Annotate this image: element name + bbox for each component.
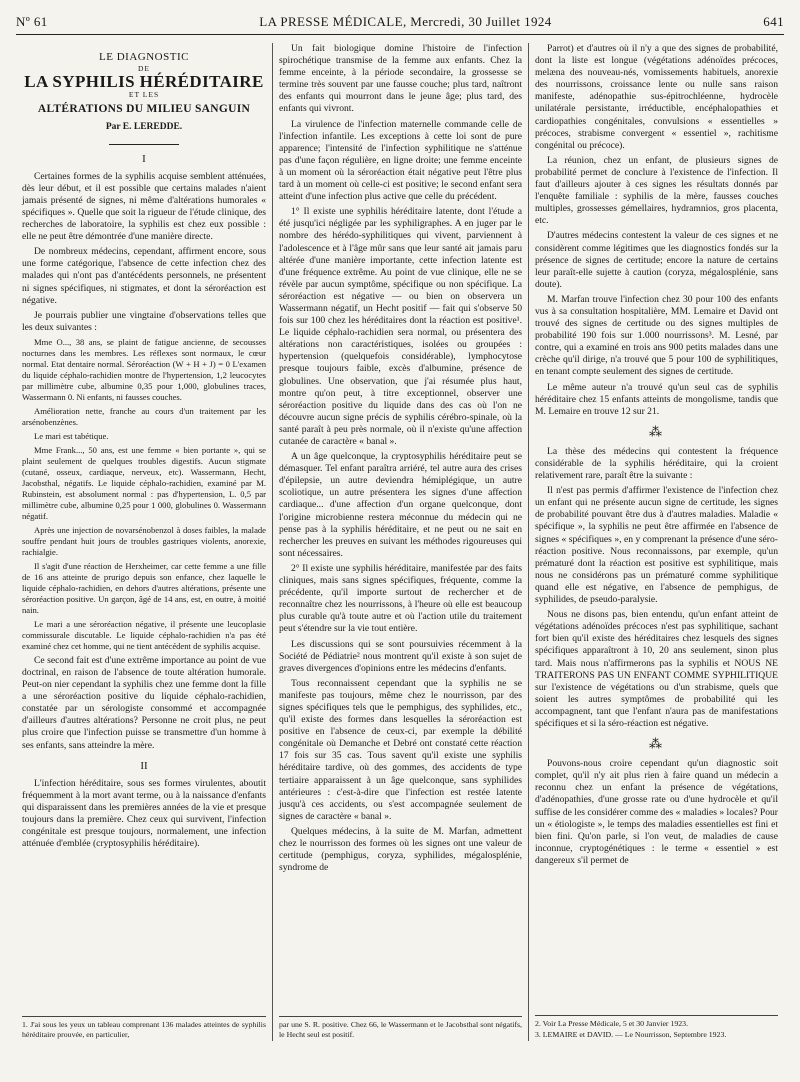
paragraph: La virulence de l'infection maternelle commande celle de l'infection infantile. Les exceptions à cette loi sont de pure apparence; l'intensité de l'infection syphilitique ne s'atténue pas d'une façon régulière, en ligne droite; une femme enceinte à un moment où la séroréaction était négative peut l'être plus tard à un moment où celle-ci est positive; le second enfant sera atteint d'une infection plus active que celle du précédent.	[279, 118, 522, 203]
paragraph: La réunion, chez un enfant, de plusieurs signes de probabilité permet de conclure à l'existence de l'infection. Il faut d'ailleurs ajouter à ces signes les résultats donnés par l'enquête familiale : syphilis de la mère, fausses couches multiples, grossesses gémellaires, hydramnios, gros placenta, etc.	[535, 154, 778, 227]
article-title: LA SYPHILIS HÉRÉDITAIRE	[24, 72, 264, 92]
paragraph: Parrot) et d'autres où il n'y a que des signes de probabilité, dont la liste est longue (végétations adénoïdes précoces, melæna des nouveau-nés, vomissements habituels, anorexie des nourrissons, croissance lente ou nulle sans raison manifeste, adénopathie sus-épitrochléenne, hydrocèle unilatérale persistante, irréductible, encéphalopathies et cardiopathies congénitales, convulsions « essentielles » précoces, strabisme convergent « essentiel », rachitisme congénital ou précoce).	[535, 43, 778, 151]
paragraph: Ce second fait est d'une extrême importance au point de vue doctrinal, en raison de l'absence de toute altération humorale. Peut-on nier cependant la syphilis chez une femme dont la fille a une séroréaction positive du liquide céphalo-rachidien, constatée par un sérologiste consommé et accompagnée d'ailleurs d'autres altérations? Personne ne croit plus, ne peut plus croire que l'infection puisse se transmettre d'un homme à ses enfants, sans atteindre la mère.	[22, 654, 266, 751]
section-stars: ⁂	[649, 736, 664, 752]
case-report: Le mari a une séroréaction négative, il présente une leucoplasie commissurale discutable. Le liquide céphalo-rachidien n'a pas été examiné chez cet homme, qui ne tient antécédent de syphilis acquise.	[22, 618, 266, 651]
footnotes	[279, 1016, 522, 1041]
title-rule	[109, 144, 179, 145]
paragraph: 1° Il existe une syphilis héréditaire latente, dont l'étude a été jusqu'ici négligée par les syphiligraphes. A en juger par le nombre des hérédo-syphilitiques qui vivent, parviennent à l'adolescence et à l'âge mûr sans que leur santé ait jamais paru altérée d'une manière importante, cette infection latente est d'une fréquence extrême. Au point de vue clinique, elle ne se révèle par aucun symptôme, spécifique ou non spécifique. La séroréaction est négative — ou bien on observera un Wassermann négatif, un Hecht positif — fait qui s'observe 50 fois sur 100 chez les héréditaires dont la réaction est positive¹. Le liquide céphalo-rachidien sera normal, ou présentera des altérations non caractéristiques, isolées ou groupées : hypertension (quelquefois considérable), lymphocytose presque toujours faible, excès d'albumine, présence de globulines. Une observation, que j'ai résumée plus haut, montre qu'on peut, à titre exceptionnel, observer une séroréaction positive du liquide dans des cas où l'on ne découvre aucun signe précis de syphilis cérébro-spinale, où la santé paraît à peu près normale, où il n'existe qu'une affection cutanée de caractère « banal ».	[279, 206, 522, 447]
paragraph: Pouvons-nous croire cependant qu'un diagnostic soit complet, qu'il n'y ait plus rien à faire quand un médecin a reconnu chez un enfant la présence de végétations, d'adénopathies, d'une grosse rate ou d'une hydrocèle et qu'il suffise de les considérer comme des « maladies » locales? Pour un « étiologiste », le temps des maladies essentielles est fini et bien fini. Qu'on parle, si l'on veut, de maladies de cause inconnue, cryptogénétiques : le terme « essentiel » est dangereux s'il permet de	[535, 758, 778, 866]
paragraph: L'infection héréditaire, sous ses formes virulentes, aboutit fréquemment à la mort avant terme, ou à la naissance d'enfants qui disparaissent dans les premières années de la vie et presque toujours dans la première. Chez ceux qui survivent, l'infection congénitale est presque toujours, normalement, une infection atténuée d'emblée (cryptosyphilis héréditaire).	[22, 777, 266, 850]
article-et-les: ET LES	[128, 90, 160, 100]
footnotes	[22, 1016, 266, 1041]
paragraph: Nous ne disons pas, bien entendu, qu'un enfant atteint de végétations adénoïdes précoces n'est pas syphilitique, sachant fort bien qu'il existe des héréditaires chez lesquels des signes spécifiques apparaîtront à 10, 20 ans seulement, sinon plus tard. Mais nous n'affirmerons pas la syphilis et NOUS NE TRAITERONS PAS UN ENFANT COMME SYPHILITIQUE sur l'existence de végétations ou d'un strabisme, quels que soient les autres symptômes de probabilité qui les accompagnent, tant que l'enfant n'aura pas de manifestations spécifiques et si la séro-réaction est négative.	[535, 609, 778, 729]
paragraph: D'autres médecins contestent la valeur de ces signes et ne considèrent comme légitimes que les diagnostics fondés sur la présence de signes de certitude; encore la nature de certains leur paraît-elle sujette à caution (coryza, mégalosplénie, sans doute).	[535, 230, 778, 290]
case-report: Après une injection de novarsénobenzol à doses faibles, la malade souffre pendant huit jours de troubles gastriques violents, anorexie, rachialgie.	[22, 524, 266, 557]
footnote: 3. LEMAIRE et DAVID. — Le Nourrisson, Septembre 1923.	[535, 1030, 727, 1039]
section-heading-2: II	[140, 759, 148, 772]
journal-title: LA PRESSE MÉDICALE, Mercredi, 30 Juillet 1924	[259, 14, 552, 29]
page-number-right: 641	[763, 14, 784, 29]
footnotes	[535, 1015, 778, 1041]
article-kicker: LE DIAGNOSTIC	[99, 51, 189, 63]
footnote: 1. J'ai sous les yeux un tableau comprenant 136 malades atteintes de syphilis héréditaire prouvée, en particulier,	[22, 1020, 266, 1039]
paragraph: Les discussions qui se sont poursuivies récemment à la Société de Pédiatrie² nous montrent qu'il existe à son sujet de graves divergences d'opinions entre les médecins d'enfants.	[279, 638, 522, 674]
footnote: 2. Voir La Presse Médicale, 5 et 30 Janvier 1923.	[535, 1019, 689, 1028]
paragraph: Quelques médecins, à la suite de M. Marfan, admettent chez le nourrisson des formes où les signes ont une valeur de certitude (pemphigus, coryza, syphilides, mégalosplénie, syndrome de	[279, 825, 522, 874]
paragraph: Je pourrais publier une vingtaine d'observations telles que les deux suivantes :	[22, 309, 266, 333]
column-2	[272, 43, 528, 1041]
case-report: Amélioration nette, franche au cours d'un traitement par les arsénobenzènes.	[22, 405, 266, 427]
article-author: Par E. LEREDDE.	[105, 122, 183, 133]
paragraph: 2° Il existe une syphilis héréditaire, manifestée par des faits cliniques, mais sans signes spécifiques, fréquente, comme la précédente, qu'il importe surtout de rechercher et de reconnaître chez les nourrissons, à l'heure où elle est beaucoup plus curable qu'à toute autre et où l'action utile du traitement peut s'étendre sur la vie tout entière.	[279, 562, 522, 635]
paragraph: La thèse des médecins qui contestent la fréquence considérable de la syphilis héréditaire, qui la croient relativement rare, paraît être la suivante :	[535, 445, 778, 482]
paragraph: Il n'est pas permis d'affirmer l'existence de l'infection chez un enfant qui ne présente aucun signe de certitude, les signes de probabilité pouvant être dus à d'autres maladies. Maladie « spécifique », la syphilis ne peut être affirmée en l'absence de signes « spécifiques », en y comprenant la présence d'une séro-réaction positive. Nous reconnaissons, par exemple, qu'un prématuré dont la réaction est positive est syphilitique, mais nous ne considérons pas un prématuré comme syphilitique quand elle est négative, en l'absence de pemphigus, de syphilides, de pseudo-paralysie.	[535, 485, 778, 606]
paragraph: A un âge quelconque, la cryptosyphilis héréditaire peut se démasquer. Tel enfant paraîtra arriéré, tel autre aura des crises d'épilepsie, un autre deviendra hémiplégique, un autre scoliotique, un autre présentera les signes d'une affection cardiaque... d'une affection d'un organe quelconque, dont l'origine microbienne restera méconnue du médecin qui ne pense pas à la syphilis héréditaire, et ne peut ou ne sait en rechercher les preuves en suivant les méthodes rigoureuses qui sont nécessaires.	[279, 451, 522, 559]
case-report: Il s'agit d'une réaction de Herxheimer, car cette femme a une fille de 16 ans atteinte de prurigo depuis son enfance, chez laquelle le liquide céphalo-rachidien, en dehors d'autres altérations, présente une séroréaction positive. Un garçon, âgé de 14 ans, est, en outre, à moitié nain.	[22, 560, 266, 615]
paragraph: Le même auteur n'a trouvé qu'un seul cas de syphilis héréditaire chez 15 enfants atteints de mongolisme, tandis que M. Lemaire en trouve 12 sur 21.	[535, 381, 778, 417]
case-report: Mme Frank..., 50 ans, est une femme « bien portante », qui se plaint seulement de quelques troubles digestifs. Aucun stigmate (cutané, osseux, cardiaque, nerveux, etc). Wassermann, Hecht, Jacobsthal, négatifs. Le liquide céphalo-rachidien, examiné par M. Rubinstein, est absolument normal : pas d'hypertension, L. 0,5 par millimètre cube, albumine 0,25 pour 1 000, globulines 0. Wassermann négatif.	[22, 444, 266, 521]
paragraph: De nombreux médecins, cependant, affirment encore, sous une forme catégorique, l'absence de cette infection chez des malades qui n'ont pas d'antécédents personnels, ne présentent ni signes spécifiques, ni stigmates, et dont la séroréaction est négative.	[22, 246, 266, 306]
paragraph: M. Marfan trouve l'infection chez 30 pour 100 des enfants vus à sa consultation hospitalière, MM. Lemaire et David ont trouvé des signes de certitude ou des signes multiples de probabilité 190 fois sur 1.000 nourrissons³. M. Lesné, par contre, qui a examiné en trois ans 900 petits malades dans une crèche qu'il dirige, n'a trouvé que 5 pour 100 de syphilitiques, en tenant compte seulement des signes de certitude.	[535, 293, 778, 378]
case-report: Le mari est tabétique.	[34, 430, 109, 441]
paragraph: Un fait biologique domine l'histoire de l'infection spirochétique transmise de la femme aux enfants. Chez la femme enceinte, à la période secondaire, la grossesse se termine très souvent par une fausse couche; plus tard, naîtront des enfants qui mourront dans le jeune âge; plus tard, des enfants qui vivront.	[279, 43, 522, 115]
article-de: DE	[138, 64, 150, 74]
footnote: par une S. R. positive. Chez 66, le Wassermann et le Jacobsthal sont négatifs, le Hecht seul est positif.	[279, 1020, 522, 1039]
column-1	[16, 43, 272, 1041]
section-heading-1: I	[142, 152, 146, 165]
page-header	[16, 14, 784, 35]
article-subtitle: ALTÉRATIONS DU MILIEU SANGUIN	[37, 103, 251, 116]
column-3	[528, 43, 784, 1041]
paragraph: Tous reconnaissent cependant que la syphilis ne se manifeste pas toujours, même chez le nourrisson, par des signes spécifiques tels que le pemphigus, des syphilides, etc., qu'il existe des formes dans lesquelles la séroréaction est positive en l'absence de ceux-ci, par exemple la débilité congénitale où Demanche et Debré ont constaté cette réaction 17 fois sur 35 cas. Tous savent qu'il existe une syphilis héréditaire tardive, où des gommes, des accidents de type tertiaire apparaissent à un âge quelconque, sans syphilides antérieures : c'est-à-dire que l'infection est restée latente jusqu'à ces accidents, ou s'est accompagnée seulement de signes de caractère « banal ».	[279, 677, 522, 822]
columns	[16, 43, 784, 1041]
paragraph: Certaines formes de la syphilis acquise semblent atténuées, dès leur début, et il est possible que certains malades n'aient jamais présenté de signes, ni même d'altérations humorales « spécifiques ». Quelle que soit la rigueur de l'étude clinique, des recherches de laboratoire, la syphilis est chez eux possible : elle ne peut être démontrée d'une manière directe.	[22, 170, 266, 243]
article-title-block	[22, 51, 266, 134]
section-stars: ⁂	[649, 423, 664, 439]
page-number-left: Nº 61	[16, 14, 48, 29]
case-report: Mme O..., 38 ans, se plaint de fatigue ancienne, de secousses nocturnes dans les membres. Les réflexes sont normaux, le cœur normal. Etat dentaire normal. Séroréaction (W + H + J) = 0 L'examen du liquide céphalo-rachidien montre de l'hypertension, 1,2 leucocytes par millimètre cube, albumine 0,35 pour 1,000, globulines traces, Wassermann 0. Ni enfants, ni fausses couches.	[22, 336, 266, 402]
